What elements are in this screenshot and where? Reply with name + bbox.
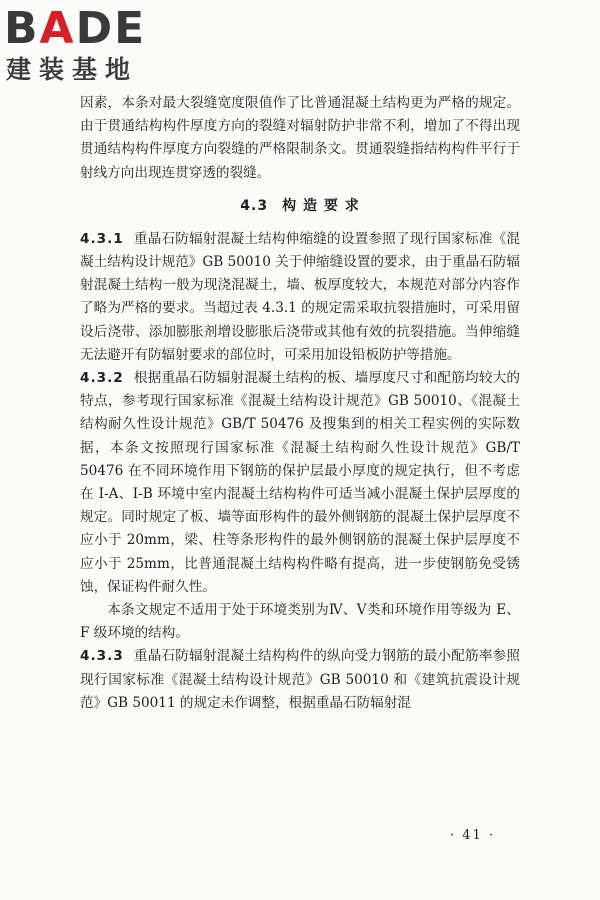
logo-letter-b: B [4, 3, 40, 54]
logo-letter-a: A [39, 3, 76, 54]
clause-number: 4.3.2 [80, 370, 124, 387]
clause-4-3-2 [80, 367, 520, 599]
clause-text: 重晶石防辐射混凝土结构构件的纵向受力钢筋的最小配筋率参照现行国家标准《混凝土结构设计规范》GB 50010 和《建筑抗震设计规范》GB 50011 的规定未作调整，根据重晶石防辐射混 [80, 648, 520, 711]
logo-subtitle: 建装基地 [6, 55, 139, 84]
page-content [80, 92, 520, 715]
intro-paragraph: 因素，本条对最大裂缝宽度限值作了比普通混凝土结构更为严格的规定。由于贯通结构构件厚度方向的裂缝对辐射防护非常不利，增加了不得出现贯通结构构件厚度方向裂缝的严格限制条文。贯通裂缝指结构构件平行于射线方向出现连贯穿透的裂缝。 [80, 95, 520, 181]
page-number: · 41 · [450, 828, 496, 843]
clause-text: 重晶石防辐射混凝土结构伸缩缝的设置参照了现行国家标准《混凝土结构设计规范》GB 50010 关于伸缩缝设置的要求，由于重晶石防辐射混凝土结构一般为现浇混凝土，墙、板厚度较大，本规范对部分内容作了略为严格的要求。当超过表 4.3.1 的规定需采取抗裂措施时，可采用留设后浇带、添加膨胀剂增设膨胀后浇带或其他有效的抗裂措施。当伸缩缝无法避开有防辐射要求的部位时，可采用加设铅板防护等措施。 [80, 230, 520, 363]
clause-number: 4.3.3 [80, 648, 124, 665]
clause-text: 根据重晶石防辐射混凝土结构的板、墙厚度尺寸和配筋均较大的特点，参考现行国家标准《混凝土结构设计规范》GB 50010、《混凝土结构耐久性设计规范》GB/T 50476 及搜集到的相关工程实例的实际数据，本条文按照现行国家标准《混凝土结构耐久性设计规范》GB/T 50476 在不同环境作用下钢筋的保护层最小厚度的规定执行，但不考虑在 I-A、I-B 环境中室内混凝土结构构件可适当减小混凝土保护层厚度的规定。同时规定了板、墙等面形构件的最外侧钢筋的混凝土保护层厚度不应小于 20mm，梁、柱等条形构件的最外侧钢筋的混凝土保护层厚度不应小于 25mm，比普通混凝土结构构件略有提高，进一步使钢筋免受锈蚀，保证构件耐久性。 [80, 370, 520, 595]
bade-logo [4, 3, 179, 88]
section-title-text: 构 造 要 求 [282, 197, 360, 214]
section-number: 4.3 [240, 197, 269, 214]
clause-4-3-2-followup: 本条文规定不适用于处于环境类别为Ⅳ、Ⅴ类和环境作用等级为 E、F 级环境的结构。 [80, 602, 520, 642]
logo-wordmark [4, 3, 147, 54]
clause-4-3-1 [80, 228, 520, 367]
clause-4-3-3 [80, 645, 520, 715]
clause-number: 4.3.1 [80, 230, 124, 247]
section-heading [80, 196, 520, 216]
logo-letters-de: DE [75, 3, 147, 54]
